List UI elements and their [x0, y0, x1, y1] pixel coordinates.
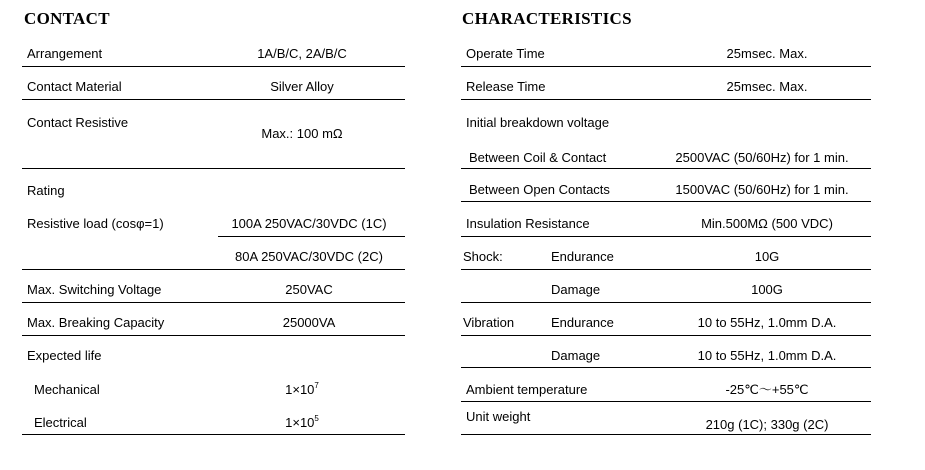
- coil-contact-label: Between Coil & Contact: [469, 150, 607, 165]
- resistive-load-label: Resistive load (cosφ=1): [27, 216, 164, 231]
- switching-voltage-label: Max. Switching Voltage: [27, 282, 162, 297]
- row-divider: [461, 201, 871, 202]
- row-divider: [22, 335, 405, 336]
- vibration-endurance-label: Endurance: [551, 315, 614, 330]
- row-divider: [461, 99, 871, 100]
- expected-life-label: Expected life: [27, 348, 102, 363]
- row-divider: [461, 236, 871, 237]
- row-divider: [461, 335, 871, 336]
- electrical-value: $1\times 10^5$: [285, 414, 319, 430]
- open-contacts-label: Between Open Contacts: [469, 182, 610, 197]
- ambient-value: -25℃～+55℃: [725, 382, 809, 397]
- vibration-damage-label: Damage: [551, 348, 601, 363]
- row-divider: [22, 269, 405, 270]
- operate-time-value: 25msec. Max.: [726, 46, 808, 61]
- row-divider: [22, 168, 405, 169]
- mechanical-label: Mechanical: [34, 382, 100, 397]
- contact-resistive-value: Max.: 100 mΩ: [261, 126, 343, 141]
- mechanical-exponent: 7: [314, 381, 319, 390]
- insulation-label: Insulation Resistance: [466, 216, 590, 231]
- shock-damage-label: Damage: [551, 282, 601, 297]
- arrangement-value: 1A/B/C, 2A/B/C: [257, 46, 347, 61]
- arrangement-label: Arrangement: [27, 46, 103, 61]
- electrical-exponent: 5: [314, 414, 319, 423]
- row-divider: [461, 66, 871, 67]
- row-divider: [22, 302, 405, 303]
- contact-material-value: Silver Alloy: [270, 79, 334, 94]
- row-divider: [22, 99, 405, 100]
- electrical-label: Electrical: [34, 415, 87, 430]
- release-time-label: Release Time: [466, 79, 546, 94]
- shock-label: Shock:: [463, 249, 503, 264]
- row-divider: [22, 66, 405, 67]
- row-divider: [461, 434, 871, 435]
- vibration-damage-value: 10 to 55Hz, 1.0mm D.A.: [697, 348, 837, 363]
- vibration-endurance-value: 10 to 55Hz, 1.0mm D.A.: [697, 315, 837, 330]
- resistive-load-2c-value: 80A 250VAC/30VDC (2C): [235, 249, 383, 264]
- row-divider: [461, 401, 871, 402]
- row-divider: [461, 302, 871, 303]
- contact-resistive-label: Contact Resistive: [27, 115, 129, 130]
- rating-label: Rating: [27, 183, 65, 198]
- unit-weight-label: Unit weight: [466, 409, 531, 424]
- open-contacts-value: 1500VAC (50/60Hz) for 1 min.: [675, 182, 849, 197]
- row-divider: [461, 269, 871, 270]
- ambient-label: Ambient temperature: [466, 382, 588, 397]
- unit-weight-value: 210g (1C); 330g (2C): [705, 417, 829, 432]
- breaking-capacity-value: 25000VA: [282, 315, 336, 330]
- row-divider: [461, 367, 871, 368]
- shock-damage-value: 100G: [751, 282, 783, 297]
- operate-time-label: Operate Time: [466, 46, 545, 61]
- row-divider: [461, 168, 871, 169]
- breaking-capacity-label: Max. Breaking Capacity: [27, 315, 165, 330]
- vibration-label: Vibration: [463, 315, 515, 330]
- shock-endurance-label: Endurance: [551, 249, 614, 264]
- insulation-value: Min.500MΩ (500 VDC): [701, 216, 833, 231]
- resistive-load-1c-value: 100A 250VAC/30VDC (1C): [231, 216, 387, 231]
- row-divider: [218, 236, 405, 237]
- shock-endurance-value: 10G: [754, 249, 780, 264]
- row-divider: [22, 434, 405, 435]
- mechanical-value: $1\times 10^7$: [285, 381, 319, 397]
- release-time-value: 25msec. Max.: [726, 79, 808, 94]
- characteristics-heading: CHARACTERISTICS: [462, 9, 632, 28]
- switching-voltage-value: 250VAC: [285, 282, 333, 297]
- coil-contact-value: 2500VAC (50/60Hz) for 1 min.: [675, 150, 849, 165]
- contact-heading: CONTACT: [24, 9, 110, 28]
- breakdown-label: Initial breakdown voltage: [466, 115, 610, 130]
- contact-material-label: Contact Material: [27, 79, 122, 94]
